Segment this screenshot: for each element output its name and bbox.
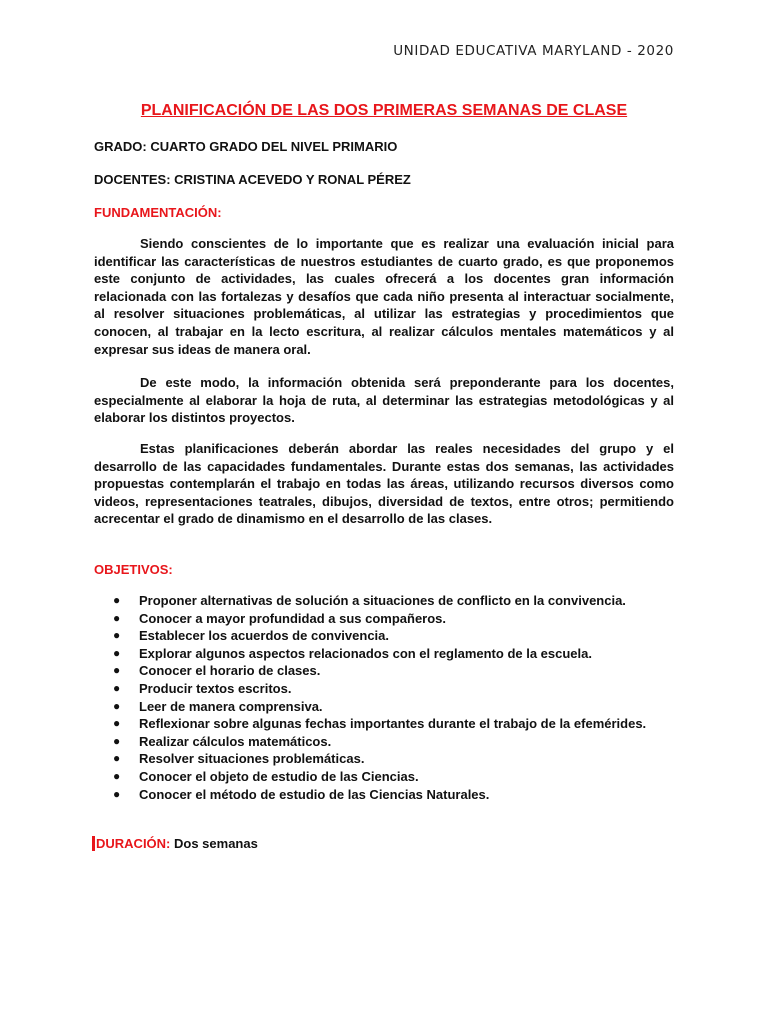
objective-text: Reflexionar sobre algunas fechas importantes durante el trabajo de la efemérides. (139, 716, 647, 732)
list-item (94, 698, 674, 716)
duration-label: DURACIÓN: (96, 836, 171, 851)
list-item (94, 786, 674, 804)
bullet-icon: ● (113, 751, 121, 766)
bullet-icon: ● (113, 733, 121, 748)
list-item (94, 627, 674, 645)
objective-text: Proponer alternativas de solución a situaciones de conflicto en la convivencia. (139, 593, 626, 608)
objective-text: Resolver situaciones problemáticas. (139, 751, 365, 767)
bullet-icon: ● (113, 645, 121, 660)
fundamentacion-heading: FUNDAMENTACIÓN: (94, 205, 222, 220)
objective-text: Conocer el horario de clases. (139, 663, 321, 679)
objective-text: Explorar algunos aspectos relacionados con el reglamento de la escuela. (139, 645, 592, 661)
document-title: PLANIFICACIÓN DE LAS DOS PRIMERAS SEMANAS DE CLASE (140, 102, 628, 119)
objetivos-heading: OBJETIVOS: (94, 562, 173, 577)
objectives-list (94, 592, 674, 803)
duration-value: Dos semanas (174, 836, 258, 851)
bullet-icon: ● (113, 610, 121, 625)
bullet-icon: ● (113, 663, 121, 678)
fundamentacion-paragraph-1: Siendo conscientes de lo importante que es realizar una evaluación inicial para identificar las características de nuestros estudiantes de cuarto grado, es que proponemos este conjunto de actividades, las cuales ofrecerá a los docentes gran información relacionada con las fortalezas y desafíos que cada niño presenta al interactuar socialmente, al resolver situaciones problemáticas, al utilizar las estrategias y procedimientos que conocen, al trabajar en la lecto escritura, al realizar cálculos mentales matemáticos y al expresar sus ideas de manera oral. (94, 236, 674, 357)
list-item (94, 715, 674, 733)
fundamentacion-paragraph-2: De este modo, la información obtenida será preponderante para los docentes, especialmente al elaborar la hoja de ruta, al determinar las estrategias metodológicas y al elaborar los distintos proyectos. (94, 375, 674, 426)
objective-text: Producir textos escritos. (139, 680, 292, 696)
list-item (94, 768, 674, 786)
list-item (94, 733, 674, 751)
objective-text: Conocer el objeto de estudio de las Ciencias. (139, 768, 419, 784)
objective-text: Realizar cálculos matemáticos. (139, 733, 332, 749)
list-item (94, 750, 674, 768)
bullet-icon: ● (113, 593, 121, 607)
list-item (94, 610, 674, 628)
school-header: UNIDAD EDUCATIVA MARYLAND - 2020 (393, 43, 674, 59)
list-item (94, 680, 674, 698)
duration-line (92, 836, 258, 851)
bullet-icon: ● (113, 768, 121, 783)
list-item (94, 662, 674, 680)
objective-text: Leer de manera comprensiva. (139, 698, 323, 714)
bullet-icon: ● (113, 628, 121, 643)
fundamentacion-paragraph-3: Estas planificaciones deberán abordar las reales necesidades del grupo y el desarrollo de las capacidades fundamentales. Durante estas dos semanas, las actividades propuestas contemplarán el trabajo en todas las áreas, utilizando recursos diversos como videos, representaciones teatrales, dibujos, diversidad de textos, entre otros; permitiendo acrecentar el grado de dinamismo en el desarrollo de las clases. (94, 441, 674, 527)
objective-text: Conocer el método de estudio de las Ciencias Naturales. (139, 786, 490, 802)
objective-text: Establecer los acuerdos de convivencia. (139, 628, 390, 644)
teachers-line: DOCENTES: CRISTINA ACEVEDO Y RONAL PÉREZ (94, 172, 411, 187)
grade-line: GRADO: CUARTO GRADO DEL NIVEL PRIMARIO (94, 139, 398, 154)
objective-text: Conocer a mayor profundidad a sus compañeros. (139, 610, 447, 626)
bullet-icon: ● (113, 680, 121, 695)
list-item (94, 592, 674, 610)
bullet-icon: ● (113, 786, 121, 801)
list-item (94, 645, 674, 663)
bullet-icon: ● (113, 698, 121, 713)
bullet-icon: ● (113, 716, 121, 731)
